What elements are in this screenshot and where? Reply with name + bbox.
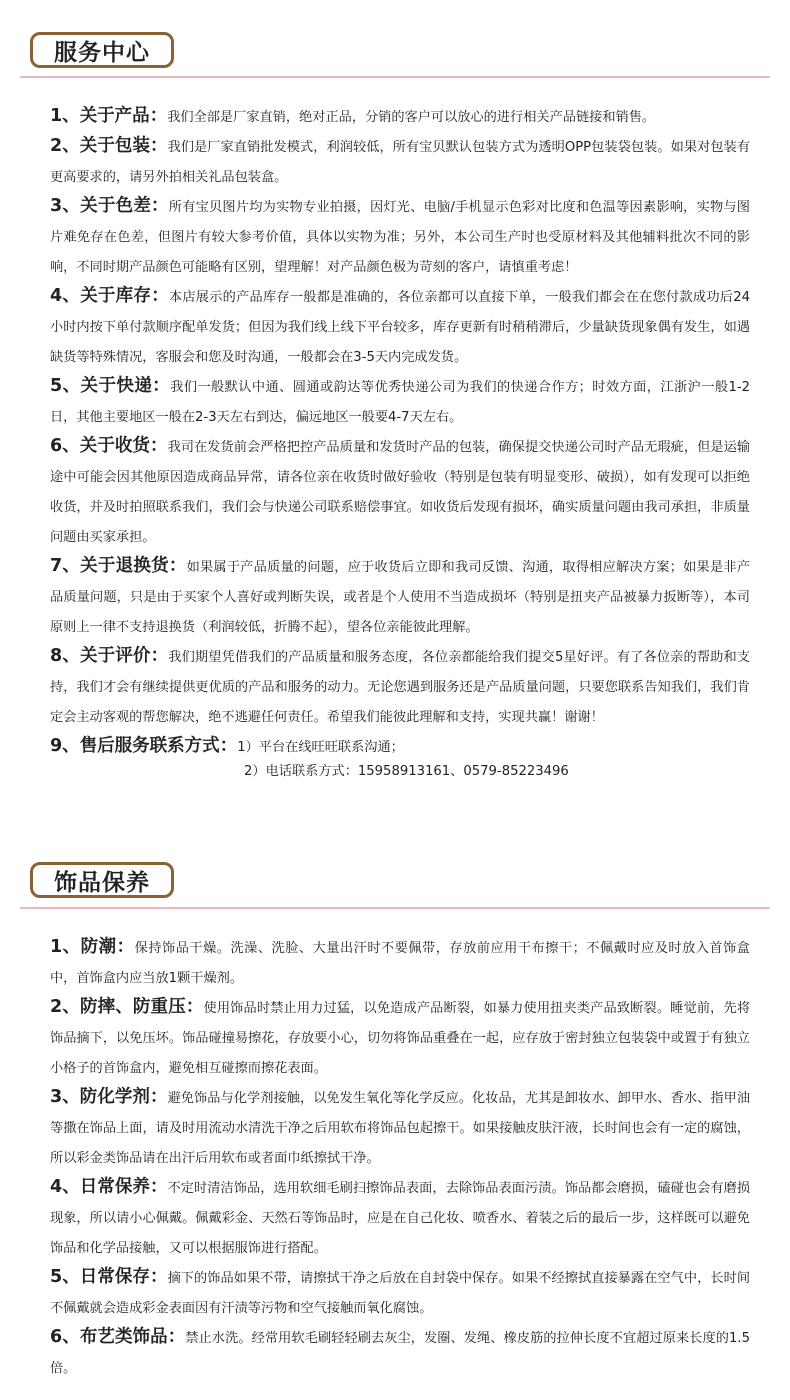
item-heading: 关于收货 <box>79 436 150 456</box>
item-body: 本店展示的产品库存一般都是准确的，各位亲都可以直接下单，一般我们都会在在您付款成功后24小时内按下单付款顺序配单发货；但因为我们线上线下平台较多，库存更新有时稍稍滞后，少量缺货现象偶有发生，如遇缺货等特殊情况，客服会和您及时沟通，一般都会在3-5天内完成发货。 <box>50 290 751 365</box>
item-heading: 关于库存 <box>80 286 152 306</box>
item-colon: ： <box>150 1177 168 1197</box>
service-item <box>50 551 750 643</box>
item-colon: ： <box>168 556 187 576</box>
item-number: 9、 <box>50 736 80 756</box>
item-colon: ： <box>185 997 204 1017</box>
section-title-care: 饰品保养 <box>30 862 174 898</box>
service-item <box>50 431 750 553</box>
care-item <box>50 1262 750 1324</box>
item-body: 我们期望凭借我们的产品质量和服务态度，各位亲都能给我们提交5星好评。有了各位亲的帮助和支持，我们才会有继续提供更优质的产品和服务的动力。无论您遇到服务还是产品质量问题，只要您联系告知我们，我们肯定会主动客观的帮您解决，绝不逃避任何责任。希望我们能彼此理解和支持，实现共赢！谢谢！ <box>50 650 751 725</box>
item-colon: ： <box>219 736 238 756</box>
item-number: 4、 <box>50 286 81 306</box>
item-body: 我们全部是厂家直销，绝对正品，分销的客户可以放心的进行相关产品链接和销售。 <box>167 110 656 125</box>
service-item <box>50 641 750 733</box>
item-body: 我们一般默认中通、圆通或韵达等优秀快递公司为我们的快递合作方；时效方面，江浙沪一般1-2日，其他主要地区一般在2-3天左右到达，偏远地区一般要4-7天左右。 <box>50 380 751 425</box>
item-number: 2、 <box>50 997 80 1017</box>
item-heading: 日常保存 <box>79 1267 150 1287</box>
item-colon: ： <box>152 376 171 396</box>
item-number: 6、 <box>50 436 80 456</box>
service-item <box>50 191 750 283</box>
item-body: 保持饰品干燥。洗澡、洗脸、大量出汗时不要佩带，存放前应用干布擦干；不佩戴时应及时放入首饰盒中，首饰盒内应当放1颗干燥剂。 <box>50 941 750 986</box>
item-heading: 关于快递 <box>80 376 153 396</box>
item-number: 2、 <box>50 136 80 156</box>
item-number: 6、 <box>50 1327 80 1347</box>
item-colon: ： <box>150 436 168 456</box>
item-heading: 关于包装 <box>79 136 151 156</box>
item-heading: 关于退换货 <box>80 556 169 576</box>
item-heading: 售后服务联系方式 <box>79 736 220 756</box>
item-colon: ： <box>150 1087 168 1107</box>
item-colon: ： <box>116 937 135 957</box>
item-body: 避免饰品与化学剂接触，以免发生氧化等化学反应。化妆品，尤其是卸妆水、卸甲水、香水、指甲油等撒在饰品上面，请及时用流动水清洗干净之后用软布将饰品包起擦干。如果接触皮肤汗液，长时间也会有一定的腐蚀，所以彩金类饰品请在出汗后用软布或者面巾纸擦拭干净。 <box>50 1091 751 1166</box>
contact-phone-line: 2）电话联系方式：15958913161、0579-85223496 <box>244 764 569 779</box>
item-number: 1、 <box>50 106 80 126</box>
care-item <box>50 932 750 994</box>
section-title-service: 服务中心 <box>30 32 174 68</box>
item-number: 3、 <box>50 196 81 216</box>
item-body: 所有宝贝图片均为实物专业拍摄，因灯光、电脑/手机显示色彩对比度和色温等因素影响，实物与图片难免存在色差，但图片有较大参考价值，具体以实物为准；另外，本公司生产时也受原材料及其他辅料批次不同的影响，不同时期产品颜色可能略有区别，望理解！对产品颜色极为苛刻的客户，请慎重考虑！ <box>50 200 750 275</box>
item-body: 摘下的饰品如果不带，请擦拭干净之后放在自封袋中保存。如果不经擦拭直接暴露在空气中，长时间不佩戴就会造成彩金表面因有汗渍等污物和空气接触而氧化腐蚀。 <box>50 1271 751 1316</box>
item-number: 1、 <box>50 937 81 957</box>
item-heading: 防化学剂 <box>79 1087 150 1107</box>
care-item <box>50 992 750 1084</box>
item-body: 我司在发货前会严格把控产品质量和发货时产品的包装，确保提交快递公司时产品无瑕疵，但是运输途中可能会因其他原因造成商品异常，请各位亲在收货时做好验收（特别是包装有明显变形、破损），如有发现可以拒绝收货，并及时拍照联系我们，我们会与快递公司联系赔偿事宜。如收货后发现有损坏，确实质量问题由我司承担，非质量问题由买家承担。 <box>50 440 751 545</box>
item-number: 8、 <box>50 646 80 666</box>
item-colon: ： <box>149 106 168 126</box>
item-body: 使用饰品时禁止用力过猛，以免造成产品断裂，如暴力使用扭夹类产品致断裂。睡觉前，先将饰品摘下，以免压坏。饰品碰撞易擦花，存放要小心，切勿将饰品重叠在一起，应存放于密封独立包装袋中或置于有独立小格子的首饰盒内，避免相互碰擦而擦花表面。 <box>50 1001 751 1076</box>
item-colon: ： <box>150 136 168 156</box>
item-number: 3、 <box>50 1087 80 1107</box>
service-item <box>50 131 750 193</box>
item-colon: ： <box>151 286 169 306</box>
service-item <box>50 101 750 133</box>
item-heading: 关于产品 <box>79 106 150 126</box>
item-heading: 日常保养 <box>79 1177 150 1197</box>
care-item <box>50 1172 750 1264</box>
item-heading: 防潮 <box>80 937 117 957</box>
care-item <box>50 1322 750 1384</box>
section-divider-service <box>20 76 770 78</box>
item-heading: 布艺类饰品 <box>79 1327 168 1347</box>
item-number: 5、 <box>50 376 81 396</box>
item-body: 禁止水洗。经常用软毛刷轻轻刷去灰尘，发圈、发绳、橡皮筋的拉伸长度不宜超过原来长度的1.5倍。 <box>50 1331 750 1376</box>
item-heading: 关于色差 <box>80 196 152 216</box>
item-colon: ： <box>150 1267 168 1287</box>
service-item <box>50 281 750 373</box>
item-colon: ： <box>150 646 169 666</box>
service-item <box>50 371 750 433</box>
item-number: 7、 <box>50 556 81 576</box>
item-body: 我们是厂家直销批发模式，利润较低，所有宝贝默认包装方式为透明OPP包装袋包装。如果对包装有更高要求的，请另外拍相关礼品包装盒。 <box>50 140 751 185</box>
item-body: 1）平台在线旺旺联系沟通； <box>237 740 404 755</box>
item-heading: 防摔、防重压 <box>79 997 186 1017</box>
item-body: 不定时清洁饰品，选用软细毛刷扫擦饰品表面，去除饰品表面污渍。饰品都会磨损，磕碰也会有磨损现象，所以请小心佩戴。佩戴彩金、天然石等饰品时，应是在自己化妆、喷香水、着装之后的最后一步，这样既可以避免饰品和化学品接触，又可以根据服饰进行搭配。 <box>50 1181 751 1256</box>
section-divider-care <box>20 907 770 909</box>
item-number: 4、 <box>50 1177 80 1197</box>
item-colon: ： <box>167 1327 186 1347</box>
item-colon: ： <box>151 196 169 216</box>
item-number: 5、 <box>50 1267 80 1287</box>
care-item <box>50 1082 750 1174</box>
item-body: 如果属于产品质量的问题，应于收货后立即和我司反馈、沟通，取得相应解决方案；如果是非产品质量问题，只是由于买家个人喜好或判断失误，或者是个人使用不当造成损坏（特别是扭夹产品被暴力扳断等），本司原则上一律不支持退换货（利润较低，折腾不起），望各位亲能彼此理解。 <box>50 560 751 635</box>
item-heading: 关于评价 <box>79 646 151 666</box>
